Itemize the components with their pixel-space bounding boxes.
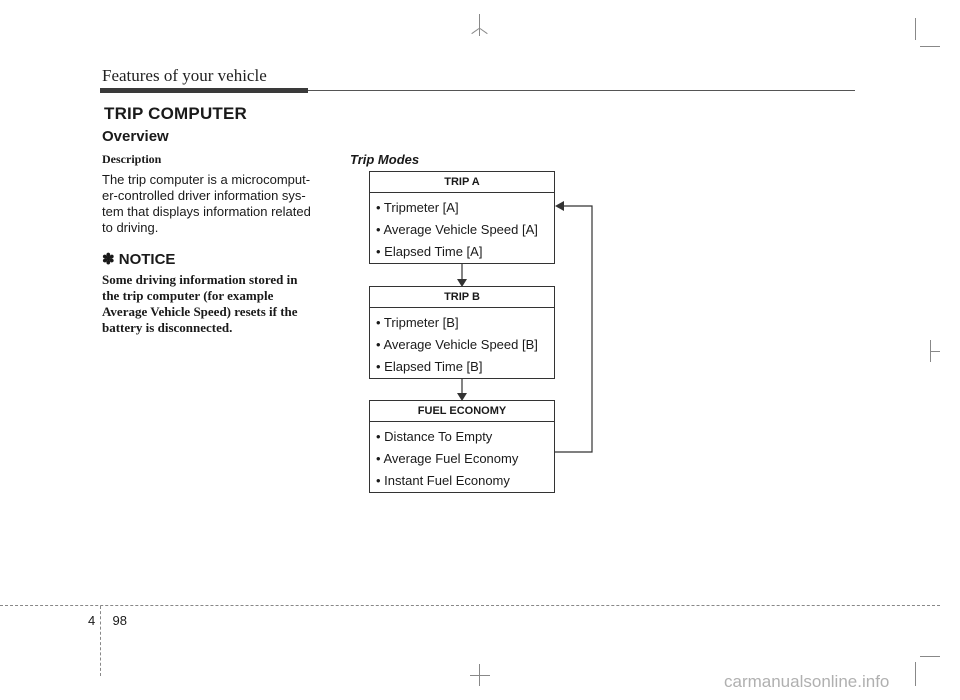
arrowhead-down-icon [457, 393, 467, 401]
mode-item: • Average Vehicle Speed [B] [376, 337, 538, 352]
mode-item: • Tripmeter [A] [376, 200, 459, 215]
notice-line: Some driving information stored in [102, 272, 298, 287]
crop-mark [931, 351, 940, 352]
mode-box-title: TRIP B [370, 287, 554, 308]
crop-mark [920, 656, 940, 657]
mode-item: • Distance To Empty [376, 429, 493, 444]
notice-asterisk-icon: ✽ [102, 251, 115, 268]
section-title: TRIP COMPUTER [104, 104, 248, 123]
mode-item: • Tripmeter [B] [376, 315, 459, 330]
arrowhead-down-icon [457, 279, 467, 287]
notice-line: Average Vehicle Speed) resets if the [102, 304, 298, 319]
chapter-number: 4 [88, 613, 96, 628]
overview-heading: Overview [102, 128, 169, 145]
mode-item: • Average Vehicle Speed [A] [376, 222, 538, 237]
crop-mark [470, 675, 490, 676]
description-heading: Description [102, 152, 162, 166]
description-line: er-controlled driver information sys- [102, 188, 306, 203]
notice-title: NOTICE [118, 251, 176, 268]
page-number [88, 613, 127, 628]
chapter-title: Features of your vehicle [102, 66, 267, 85]
notice-line: the trip computer (for example [102, 288, 274, 303]
crop-mark [915, 662, 916, 686]
mode-box-title: TRIP A [370, 172, 554, 193]
watermark: carmanualsonline.info [724, 672, 890, 691]
arrowhead-left-icon [555, 201, 564, 211]
trip-modes-title: Trip Modes [350, 152, 420, 167]
notice-line: battery is disconnected. [102, 320, 233, 335]
description-line: The trip computer is a microcomput- [102, 172, 311, 187]
arrow-fuel-to-trip-a [554, 206, 592, 452]
footer-dashed-rule [0, 605, 940, 606]
crop-mark [479, 14, 480, 36]
description-line: tem that displays information related [102, 204, 311, 219]
mode-item: • Instant Fuel Economy [376, 473, 510, 488]
mode-box-title: FUEL ECONOMY [370, 401, 554, 422]
crop-mark [920, 46, 940, 47]
page-number-value: 98 [112, 613, 127, 628]
mode-item: • Elapsed Time [B] [376, 359, 483, 374]
mode-item: • Elapsed Time [A] [376, 244, 483, 259]
mode-item: • Average Fuel Economy [376, 451, 519, 466]
crop-mark [915, 18, 916, 40]
description-line: to driving. [102, 220, 159, 235]
